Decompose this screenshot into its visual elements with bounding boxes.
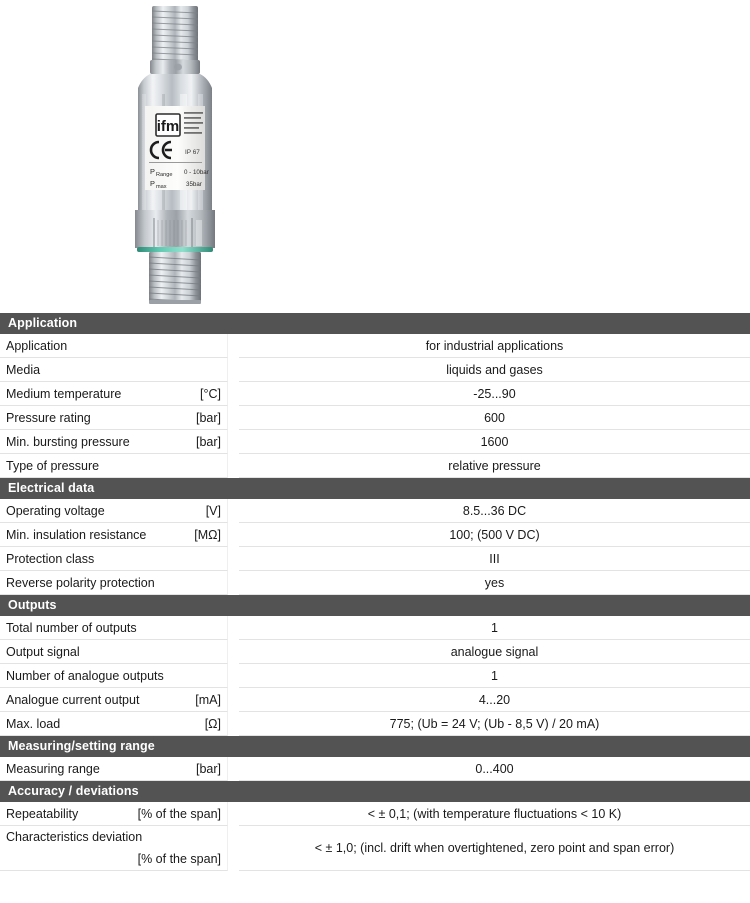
spec-unit: [°C] xyxy=(200,386,221,401)
column-gap xyxy=(228,571,239,595)
spec-row xyxy=(0,499,750,523)
spec-row xyxy=(0,712,750,736)
spec-value-cell xyxy=(239,826,750,871)
spec-label: Repeatability xyxy=(6,806,79,821)
spec-value-cell xyxy=(239,571,750,595)
spec-label-cell xyxy=(0,406,228,430)
spec-row xyxy=(0,688,750,712)
spec-row xyxy=(0,406,750,430)
spec-unit: [mA] xyxy=(195,692,221,707)
spec-value: 100; (500 V DC) xyxy=(449,527,540,542)
seal-ring xyxy=(137,247,213,252)
spec-row xyxy=(0,454,750,478)
spec-value: for industrial applications xyxy=(425,338,564,353)
spec-unit: [% of the span] xyxy=(137,852,221,866)
spec-label: Application xyxy=(6,338,68,353)
spec-value: liquids and gases xyxy=(446,362,543,377)
column-gap xyxy=(228,616,239,640)
spec-label: Number of analogue outputs xyxy=(6,668,164,683)
spec-value: 775; (Ub = 24 V; (Ub - 8,5 V) / 20 mA) xyxy=(389,716,600,731)
column-gap xyxy=(228,664,239,688)
spec-value-cell xyxy=(239,406,750,430)
svg-text:P: P xyxy=(150,167,155,176)
spec-value: yes xyxy=(484,575,505,590)
spec-value-cell xyxy=(239,382,750,406)
svg-text:0 - 10bar: 0 - 10bar xyxy=(184,169,209,176)
spec-value-cell xyxy=(239,547,750,571)
spec-label-cell xyxy=(0,712,228,736)
spec-value-cell xyxy=(239,802,750,826)
spec-value: 8.5...36 DC xyxy=(462,503,527,518)
spec-label-cell xyxy=(0,664,228,688)
column-gap xyxy=(228,430,239,454)
spec-row xyxy=(0,826,750,871)
spec-row xyxy=(0,757,750,781)
spec-label-cell xyxy=(0,571,228,595)
spec-label: Output signal xyxy=(6,644,80,659)
spec-label: Measuring range xyxy=(6,761,100,776)
column-gap xyxy=(228,358,239,382)
section-header: Electrical data xyxy=(0,478,750,499)
svg-text:max: max xyxy=(156,184,167,190)
spec-label-cell xyxy=(0,523,228,547)
spec-label-cell xyxy=(0,688,228,712)
column-gap xyxy=(228,547,239,571)
spec-unit: [MΩ] xyxy=(194,527,221,542)
spec-row xyxy=(0,358,750,382)
spec-value: relative pressure xyxy=(448,458,541,473)
spec-row xyxy=(0,547,750,571)
spec-unit: [bar] xyxy=(195,434,221,449)
spec-value: < ± 1,0; (incl. drift when overtightened, zero point and span error) xyxy=(314,841,675,855)
spec-value: 600 xyxy=(484,410,505,425)
spec-label-cell xyxy=(0,358,228,382)
spec-value: < ± 0,1; (with temperature fluctuations < 10 K) xyxy=(367,806,622,821)
spec-unit: [% of the span] xyxy=(137,806,221,821)
svg-text:35bar: 35bar xyxy=(186,181,202,188)
spec-value-cell xyxy=(239,688,750,712)
spec-unit: [V] xyxy=(205,503,221,518)
spec-label-cell xyxy=(0,334,228,358)
section-header: Measuring/setting range xyxy=(0,736,750,757)
spec-value-cell xyxy=(239,523,750,547)
spec-unit: [Ω] xyxy=(204,716,221,731)
column-gap xyxy=(228,382,239,406)
spec-value-cell xyxy=(239,757,750,781)
pressure-sensor-photo xyxy=(118,2,232,307)
spec-label: Characteristics deviation xyxy=(6,830,143,844)
column-gap xyxy=(228,334,239,358)
spec-label: Analogue current output xyxy=(6,692,140,707)
spec-label: Min. bursting pressure xyxy=(6,434,130,449)
svg-text:P: P xyxy=(150,179,155,188)
spec-label: Min. insulation resistance xyxy=(6,527,147,542)
section-header: Accuracy / deviations xyxy=(0,781,750,802)
spec-label: Type of pressure xyxy=(6,458,100,473)
column-gap xyxy=(228,757,239,781)
section-header: Outputs xyxy=(0,595,750,616)
spec-label-cell xyxy=(0,499,228,523)
spec-row xyxy=(0,523,750,547)
spec-row xyxy=(0,430,750,454)
spec-row xyxy=(0,382,750,406)
spec-row xyxy=(0,802,750,826)
spec-value: 1 xyxy=(491,620,498,635)
column-gap xyxy=(228,640,239,664)
spec-value-cell xyxy=(239,358,750,382)
specification-table xyxy=(0,313,750,871)
spec-value: 1 xyxy=(491,668,498,683)
column-gap xyxy=(228,802,239,826)
spec-label: Max. load xyxy=(6,716,61,731)
spec-value-cell xyxy=(239,640,750,664)
spec-label: Operating voltage xyxy=(6,503,105,518)
spec-label: Protection class xyxy=(6,551,95,566)
spec-value: analogue signal xyxy=(450,644,539,659)
spec-row xyxy=(0,640,750,664)
spec-value: 0...400 xyxy=(475,761,514,776)
spec-label-cell xyxy=(0,826,228,871)
spec-value: 1600 xyxy=(480,434,509,449)
spec-label-cell xyxy=(0,802,228,826)
spec-value-cell xyxy=(239,664,750,688)
spec-value: -25...90 xyxy=(473,386,516,401)
spec-row xyxy=(0,571,750,595)
spec-label-cell xyxy=(0,454,228,478)
column-gap xyxy=(228,454,239,478)
product-image-area xyxy=(0,0,750,313)
spec-label-cell xyxy=(0,616,228,640)
ip-rating-text: IP 67 xyxy=(185,149,200,156)
column-gap xyxy=(228,499,239,523)
spec-value: III xyxy=(489,551,500,566)
spec-value: 4...20 xyxy=(478,692,511,707)
spec-label-cell xyxy=(0,640,228,664)
spec-unit: [bar] xyxy=(195,761,221,776)
svg-text:Range: Range xyxy=(156,172,173,178)
spec-label: Reverse polarity protection xyxy=(6,575,155,590)
spec-label-cell xyxy=(0,757,228,781)
spec-value-cell xyxy=(239,616,750,640)
ifm-logo-text: ifm xyxy=(156,118,180,135)
spec-label-cell xyxy=(0,382,228,406)
column-gap xyxy=(228,712,239,736)
pressure-sensor-illustration xyxy=(118,2,232,307)
spec-label-cell xyxy=(0,547,228,571)
column-gap xyxy=(228,523,239,547)
spec-unit: [bar] xyxy=(195,410,221,425)
spec-row xyxy=(0,334,750,358)
section-header: Application xyxy=(0,313,750,334)
spec-row xyxy=(0,664,750,688)
spec-row xyxy=(0,616,750,640)
column-gap xyxy=(228,826,239,871)
column-gap xyxy=(228,406,239,430)
spec-value-cell xyxy=(239,430,750,454)
spec-label: Pressure rating xyxy=(6,410,91,425)
spec-label: Medium temperature xyxy=(6,386,122,401)
spec-label: Total number of outputs xyxy=(6,620,137,635)
spec-value-cell xyxy=(239,712,750,736)
spec-label-cell xyxy=(0,430,228,454)
column-gap xyxy=(228,688,239,712)
spec-label: Media xyxy=(6,362,41,377)
spec-value-cell xyxy=(239,334,750,358)
spec-value-cell xyxy=(239,454,750,478)
spec-value-cell xyxy=(239,499,750,523)
